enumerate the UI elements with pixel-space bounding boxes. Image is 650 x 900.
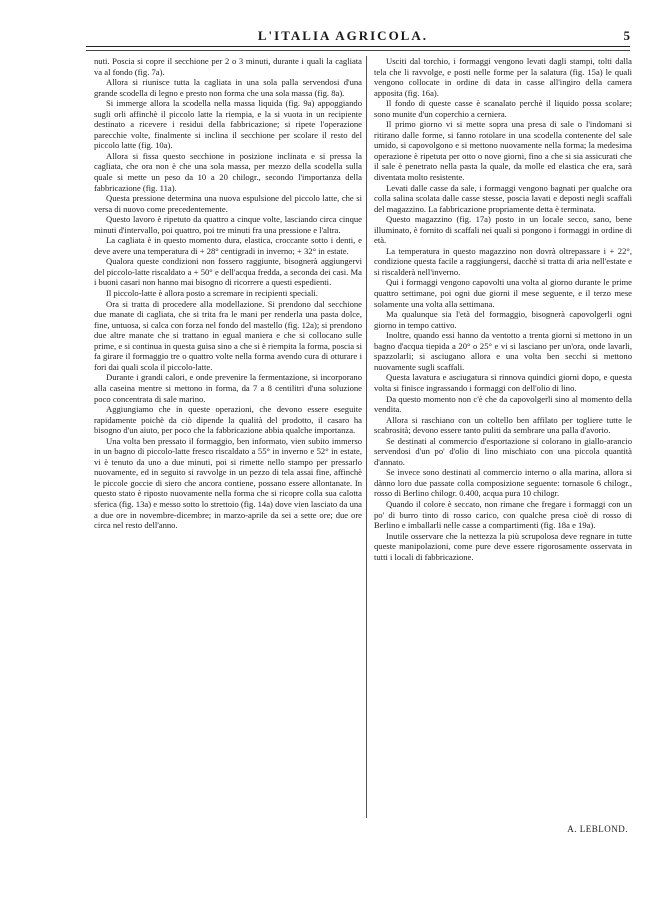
paragraph: Qui i formaggi vengono capovolti una volta al giorno durante le prime quattro settimane, poi ogni due giorni il mese seguente, e il terzo mese solamente una volta alla settimana. [374, 277, 632, 309]
paragraph: La cagliata è in questo momento dura, elastica, croccante sotto i denti, e deve avere una temperatura di + 28° centigradi in inverno; + 32° in estate. [94, 235, 362, 256]
right-column [374, 56, 632, 562]
page-number: 5 [623, 28, 632, 43]
paragraph: Allora si raschiano con un coltello ben affilato per togliere tutte le scabrosità; devono essere tanto puliti da sembrare una palla d'avorio. [374, 414, 632, 436]
paragraph: Da questo momento non c'è che da capovolgerli sino al momento della vendita. [374, 393, 632, 415]
paragraph: Il fondo di queste casse è scanalato perchè il liquido possa scolare; sono munite d'un coperchio a cerniera. [374, 98, 632, 119]
paragraph: Il primo giorno vi si mette sopra una presa di sale o l'indomani si ritirano dalle forme, si fanno rotolare in una scodella contenente del sale umido, si capovolgono e si mettono nuovamente nella forma; la medesima operazione è ripetuta per otto o nove giorni, fino a che si sia assicurati che il sale è penetrato nella pasta la quale, da molle ed elastica che era, sarà diventata molto resistente. [374, 119, 632, 183]
author-signature: A. LEBLOND. [567, 824, 628, 834]
paragraph: Ora si tratta di procedere alla modellazione. Si prendono dal secchione due manate di cagliata, che si trita fra le mani per renderla una pasta dolce, fine, untuosa, si calca con forza nel fondo del mastello (fig. 12a); si prendono due altre manate che si trattano in egual maniera e che si collocano sulle prime, e si continua in questa guisa sino a che si è riempita la forma, poscia si fa girare il formaggio tre o quattro volte nella forma avendo cura di otturare i fori dai quali scola il piccolo-latte. [94, 298, 362, 372]
paragraph: Inutile osservare che la nettezza la più scrupolosa deve regnare in tutte queste manipolazioni, come pure deve essere rigorosamente osservata in tutti i locali di fabbricazione. [374, 530, 632, 562]
left-column [94, 56, 362, 531]
paragraph: Una volta ben pressato il formaggio, ben informato, vien subito immerso in un bagno di piccolo-latte fresco riscaldato a 55° in inverno e 52° in estate, vi è tenuto da uno a due minuti, poi si rimette nello stampo per pressarlo nuovamente, ed in seguito si ravvolge in un pezzo di tela assai fine, affinchè le piccole goccie di siero che ancora contiene, possano essere allontanate. In questo stato è riposto nuovamente nella forma che si ricopre colla sua calotta sferica (fig. 13a) e messo sotto lo strettoio (fig. 14a) dove vien lasciato da una a due ore in novembre-dicembre; in marzo-aprile da sei a sette ore; due ore circa nel resto dell'anno. [94, 435, 362, 531]
paragraph: La temperatura in questo magazzino non dovrà oltrepassare i + 22°, condizione questa facile a raggiungersi, dacchè si tratta di aria nell'estate e si riscalderà nell'inverno. [374, 245, 632, 277]
paragraph: Questo magazzino (fig. 17a) posto in un locale secco, sano, bene illuminato, è fornito di scaffali nei quali si pongono i formaggi in ordine di età. [374, 214, 632, 246]
paragraph: Se destinati al commercio d'esportazione si colorano in giallo-arancio servendosi d'un po' d'olio di lino mischiato con una piccola quantità d'annato. [374, 435, 632, 467]
paragraph: Questo lavoro è ripetuto da quattro a cinque volte, lasciando circa cinque minuti d'intervallo, poi quattro, poi tre minuti fra una pressione e l'altra. [94, 214, 362, 235]
paragraph: Allora si riunisce tutta la cagliata in una sola palla servendosi d'una grande scodella di legno e presto non forma che una sola massa (fig. 8a). [94, 77, 362, 98]
paragraph: Se invece sono destinati al commercio interno o alla marina, allora si dànno loro due passate colla composizione seguente: tornasole 6 chilogr., rosso di Berlino chilogr. 0.400, acqua pura 10 chilogr. [374, 467, 632, 499]
header-rule-thin [86, 50, 630, 51]
paragraph: Questa pressione determina una nuova espulsione del piccolo latte, che si versa di nuovo come precedentemente. [94, 193, 362, 214]
paragraph: Quando il colore è seccato, non rimane che fregare i formaggi con un po' di burro tinto di rosso carico, con qualche presa cioè di rosso di Berlino e imballarli nelle casse a compartimenti (fig. 18a e 19a). [374, 498, 632, 531]
paragraph: Ma qualunque sia l'età del formaggio, bisognerà capovolgerli ogni giorno in tempo cattivo. [374, 309, 632, 330]
paragraph: Aggiungiamo che in queste operazioni, che devono essere eseguite rapidamente poichè da ciò dipende la qualità del prodotto, il casaro ha bisogno d'un aiuto, per poco che la fabbricazione abbia qualche importanza. [94, 404, 362, 436]
column-divider [366, 56, 367, 818]
paragraph: Qualora queste condizioni non fossero raggiunte, bisognerà aggiungervi del piccolo-latte riscaldato a + 50° e dell'acqua fredda, a seconda dei casi. Ma i buoni casari non hanno mai bisogno di ricorrere a questi espedienti. [94, 256, 362, 288]
header-rule [86, 46, 630, 47]
paragraph: Questa lavatura e asciugatura si rinnova quindici giorni dopo, e questa volta si finisce ingrassando i formaggi con dell'olio di lino. [374, 372, 632, 393]
paragraph: Levati dalle casse da sale, i formaggi vengono bagnati per qualche ora colla salina scolata dalle casse stesse, poscia lavati e deposti negli scaffali del magazzino. La fabbricazione propriamente detta è terminata. [374, 182, 632, 214]
paragraph: Durante i grandi calori, e onde prevenire la fermentazione, si incorporano alla caseina mentre si mettono in forma, da 7 a 8 centilitri d'una soluzione poco concentrata di sale marino. [94, 372, 362, 404]
paragraph: Usciti dal torchio, i formaggi vengono levati dagli stampi, tolti dalla tela che li ravvolge, e posti nelle forme per la salatura (fig. 15a) le quali vengono collocate in ordine di data in casse all'ingiro della camera apposita (fig. 16a). [374, 56, 632, 98]
paragraph: Inoltre, quando essi hanno da ventotto a trenta giorni si mettono in un bagno d'acqua tiepida a 20° o 25° e vi si lasciano per un'ora, onde lavarli, spazzolarli; si asciugano allora e una volta ben secchi si mettono nuovamente sugli scaffali. [374, 330, 632, 372]
paragraph: Il piccolo-latte è allora posto a scremare in recipienti speciali. [106, 288, 318, 299]
paragraph: Allora si fissa questo secchione in posizione inclinata e si pressa la cagliata, che ora non è che una sola massa, per mezzo della scodella sulla quale si mette un peso da 10 a 20 chilogr., secondo l'importanza della fabbricazione (fig. 11a). [94, 150, 362, 193]
paragraph: nuti. Poscia si copre il secchione per 2 o 3 minuti, durante i quali la cagliata va al fondo (fig. 7a). [94, 56, 362, 77]
paragraph: Si immerge allora la scodella nella massa liquida (fig. 9a) appoggiando sugli orli affinchè il piccolo latte la riempia, e la si vuota in un recipiente destinato a ricevere i residui della fabbricazione; si ripete l'operazione parecchie volte, finalmente si inclina il secchione per scolare il resto del piccolo latte (fig. 10a). [94, 98, 362, 151]
journal-title: L'ITALIA AGRICOLA. [257, 28, 428, 43]
